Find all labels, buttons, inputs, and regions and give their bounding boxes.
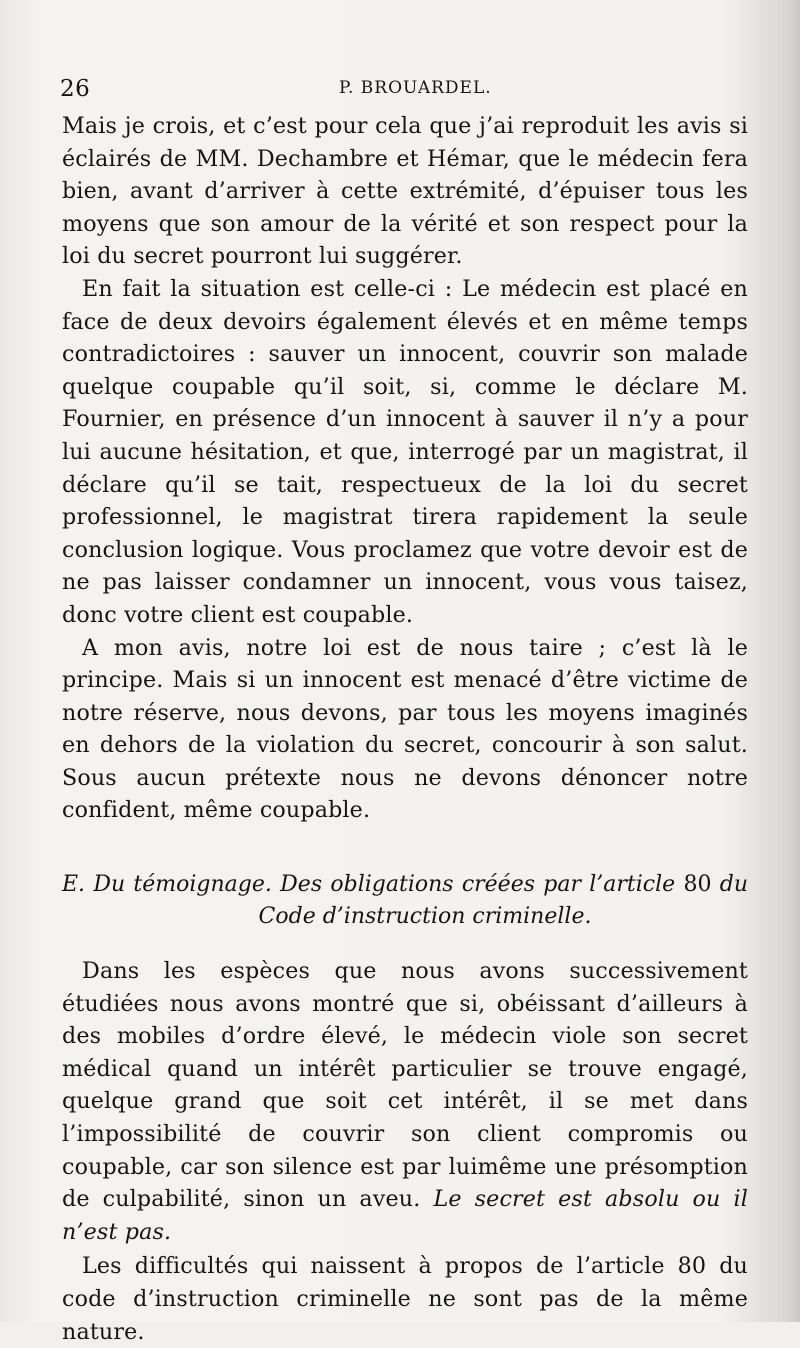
section-paragraph-1 xyxy=(62,955,748,1248)
section-paragraph-1-text: Dans les espèces que nous avons successivement étudiées nous avons montré que si, obéissant d’ailleurs à des mobiles d’ordre élevé, le médecin viole son secret médical quand un intérêt particulier se trouve engagé, quelque grand que soit cet intérêt, il se met dans l’impossibilité de couvrir son client compromis ou coupable, car son silence est par luimême une présomption de culpabilité, sinon un aveu. xyxy=(62,958,748,1213)
section-paragraph-1-emphasis: Le secret est absolu ou il n’est pas. xyxy=(62,1186,748,1245)
paragraph-1: Mais je crois, et c’est pour cela que j’ai reproduit les avis si éclairés de MM. Dechambre et Hémar, que le médecin fera bien, avant d’arriver à cette extrémité, d’épuiser tous les moyens que son amour de la vérité et son respect pour la loi du secret pourront lui suggérer. xyxy=(62,113,748,270)
section-heading xyxy=(62,869,748,933)
section-letter: E. xyxy=(62,872,86,898)
page-header xyxy=(0,72,800,112)
paragraph-2: En fait la situation est celle-ci : Le médecin est placé en face de deux devoirs également élevés et en même temps contradictoires : sauver un innocent, couvrir son malade quelque coupable qu’il soit, si, comme le déclare M. Fournier, en présence d’un innocent à sauver il n’y a pour lui aucune hésitation, et que, interrogé par un magistrat, il déclare qu’il se tait, respectueux de la loi du secret professionnel, le magistrat tirera rapidement la seule conclusion logique. Vous proclamez que votre devoir est de ne pas laisser condamner un innocent, vous vous taisez, donc votre client est coupable. xyxy=(62,275,748,628)
paragraph-3: A mon avis, notre loi est de nous taire ; c’est là le principe. Mais si un innocent est menacé d’être victime de notre réserve, nous devons, par tous les moyens imaginés en dehors de la violation du secret, concourir à son salut. Sous aucun prétexte nous ne devons dénoncer notre confident, même coupable. xyxy=(62,634,748,824)
section-paragraph-2: Les difficultés qui naissent à propos de l’article 80 du code d’instruction criminelle ne sont pas de la même nature. xyxy=(62,1253,748,1345)
section-article-number: 80 xyxy=(683,872,712,898)
section-heading-line-1 xyxy=(62,869,748,901)
page-body xyxy=(62,110,748,1348)
section-title-part-1: Du témoignage. Des obligations créées par l’article xyxy=(93,872,676,898)
page-number: 26 xyxy=(60,76,91,102)
section-title-part-2: du xyxy=(719,872,749,898)
section-heading-line-2: Code d’instruction criminelle. xyxy=(258,904,592,930)
running-head: P. BROUARDEL. xyxy=(339,78,492,98)
